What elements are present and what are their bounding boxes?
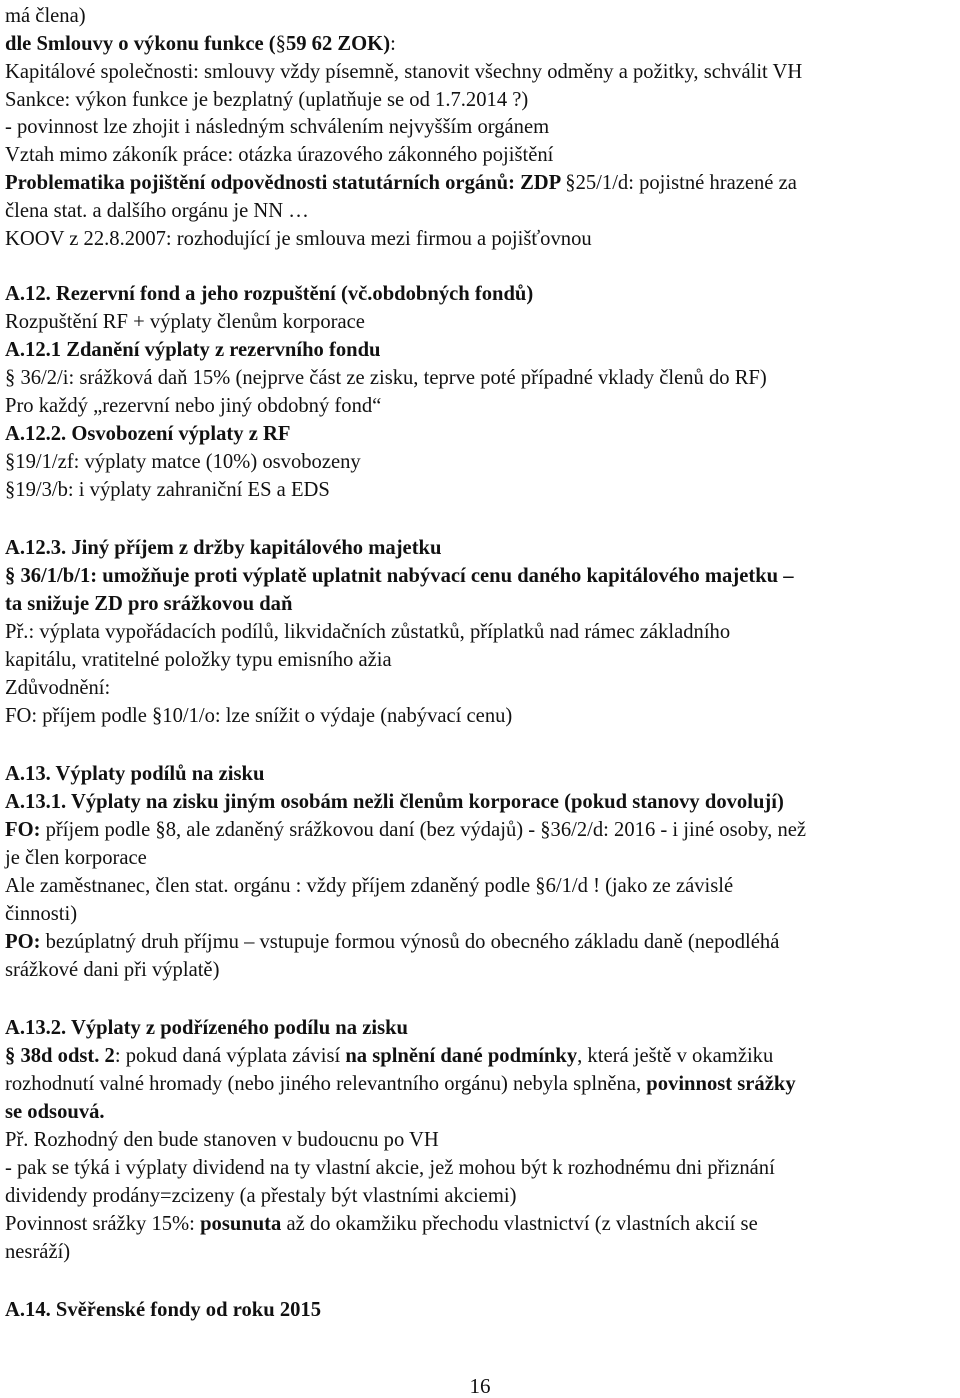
text-run: srážkové dani při výplatě) [5,959,220,981]
text-run: Povinnost srážky 15%: [5,1213,201,1235]
text-line [5,58,802,86]
text-line [5,1182,516,1210]
text-run: FO: příjem podle §10/1/o: lze snížit o výdaje (nabývací cenu) [5,705,513,727]
text-line [5,816,806,844]
text-line [5,1098,105,1126]
text-run: - pak se týká i výplaty dividend na ty vlastní akcie, jež mohou být k rozhodnému dni přiznání [5,1157,775,1179]
text-line [5,169,797,197]
text-run: § [275,33,286,55]
text-run: činnosti) [5,903,78,925]
text-run: Ale zaměstnanec, člen stat. orgánu : vždy příjem zdaněný podle §6/1/d ! (jako ze závislé [5,875,734,897]
text-line [5,562,794,590]
text-line [5,618,730,646]
text-run: Kapitálové společnosti: smlouvy vždy písemně, stanovit všechny odměny a požitky, schválit VH [5,61,803,83]
text-line [5,1296,321,1324]
page-number: 16 [469,1374,491,1398]
text-run: nesráží) [5,1241,71,1263]
text-run: příjem podle §8, ale zdaněný srážkovou daní (bez výdajů) - §36/2/d: 2016 - i jiné osoby, než [45,819,807,841]
bold-text: A.13. Výplaty podílů na zisku [5,763,265,785]
text-line [5,534,441,562]
text-run: Sankce: výkon funkce je bezplatný (uplatňuje se od 1.7.2014 ?) [5,89,529,111]
text-run: §25/1/d: pojistné hrazené za [565,172,797,194]
text-run: : [390,33,396,55]
bold-text: FO: [5,819,46,841]
text-line [5,1070,796,1098]
bold-text: posunuta [200,1213,282,1235]
bold-text: A.14. Svěřenské fondy od roku 2015 [5,1299,322,1321]
bold-text: § 36/1/b/1: umožňuje proti výplatě uplatnit nabývací cenu daného kapitálového majetku – [5,565,794,587]
bold-text: PO: [5,931,46,953]
text-line [5,1238,70,1266]
text-line [5,1042,773,1070]
bold-text: ta snižuje ZD pro srážkovou daň [5,593,293,615]
text-line [5,1154,775,1182]
bold-text: dle Smlouvy o výkonu funkce ( [5,33,276,55]
bold-text: 59 62 ZOK) [285,33,391,55]
text-run: - povinnost lze zhojit i následným schválením nejvyšším orgánem [5,116,550,138]
text-line [5,225,592,253]
text-run: § 36/2/i: srážková daň 15% (nejprve část ze zisku, teprve poté případné vklady členů do RF) [5,367,767,389]
text-line [5,392,381,420]
text-line [5,113,549,141]
text-run: KOOV z 22.8.2007: rozhodující je smlouva mezi firmou a pojišťovnou [5,228,592,250]
bold-text: Problematika pojištění odpovědnosti statutárních orgánů: ZDP [5,172,566,194]
text-line [5,448,361,476]
text-run: má člena) [5,5,86,27]
text-line [5,760,264,788]
text-line [5,956,219,984]
text-line [5,702,512,730]
bold-text: A.12.1 Zdanění výplaty z rezervního fondu [5,339,381,361]
text-line [5,674,110,702]
text-run: Zdůvodnění: [5,677,111,699]
text-line [5,1126,439,1154]
bold-text: A.12. Rezervní fond a jeho rozpuštění (vč.obdobných fondů) [5,283,534,305]
text-run: je člen korporace [5,847,147,869]
text-line [5,1014,408,1042]
text-line [5,590,292,618]
text-line [5,476,330,504]
text-line [5,872,733,900]
text-run: dividendy prodány=zcizeny (a přestaly být vlastními akciemi) [5,1185,517,1207]
text-run: , která ještě v okamžiku [577,1045,774,1067]
text-line [5,2,86,30]
text-line [5,928,779,956]
text-line [5,788,784,816]
text-run: Vztah mimo zákoník práce: otázka úrazového zákonného pojištění [5,144,554,166]
text-run: Pro každý „rezervní nebo jiný obdobný fond“ [5,395,382,417]
text-line [5,646,392,674]
bold-text: A.12.3. Jiný příjem z držby kapitálového majetku [5,537,442,559]
text-line [5,900,77,928]
bold-text: A.12.2. Osvobození výplaty z RF [5,423,291,445]
text-run: Př.: výplata vypořádacích podílů, likvidačních zůstatků, příplatků nad rámec základního [5,621,731,643]
text-line [5,30,396,58]
text-line [5,308,365,336]
text-run: : pokud daná výplata závisí [114,1045,346,1067]
text-line [5,280,533,308]
bold-text: § 38d odst. 2 [5,1045,115,1067]
text-line [5,1210,758,1238]
text-run: až do okamžiku přechodu vlastnictví (z vlastních akcií se [281,1213,758,1235]
text-line [5,364,767,392]
bold-text: A.13.2. Výplaty z podřízeného podílu na zisku [5,1017,408,1039]
bold-text: na splnění dané podmínky [345,1045,578,1067]
text-line [5,844,147,872]
text-line [5,197,309,225]
text-run: §19/3/b: i výplaty zahraniční ES a EDS [5,479,330,501]
text-run: bezúplatný druh příjmu – vstupuje formou výnosů do obecného základu daně (nepodléhá [45,931,780,953]
text-line [5,141,553,169]
bold-text: se odsouvá. [5,1101,105,1123]
text-line [5,420,290,448]
bold-text: povinnost srážky [646,1073,796,1095]
text-run: Př. Rozhodný den bude stanoven v budoucnu po VH [5,1129,439,1151]
text-run: rozhodnutí valné hromady (nebo jiného relevantního orgánu) nebyla splněna, [5,1073,647,1095]
text-run: §19/1/zf: výplaty matce (10%) osvobozeny [5,451,361,473]
text-run: kapitálu, vratitelné položky typu emisního ažia [5,649,392,671]
text-run: člena stat. a dalšího orgánu je NN … [5,200,309,222]
text-line [5,86,528,114]
bold-text: A.13.1. Výplaty na zisku jiným osobám nežli členům korporace (pokud stanovy dovolují) [5,791,784,813]
text-line [5,336,380,364]
text-run: Rozpuštění RF + výplaty členům korporace [5,311,365,333]
